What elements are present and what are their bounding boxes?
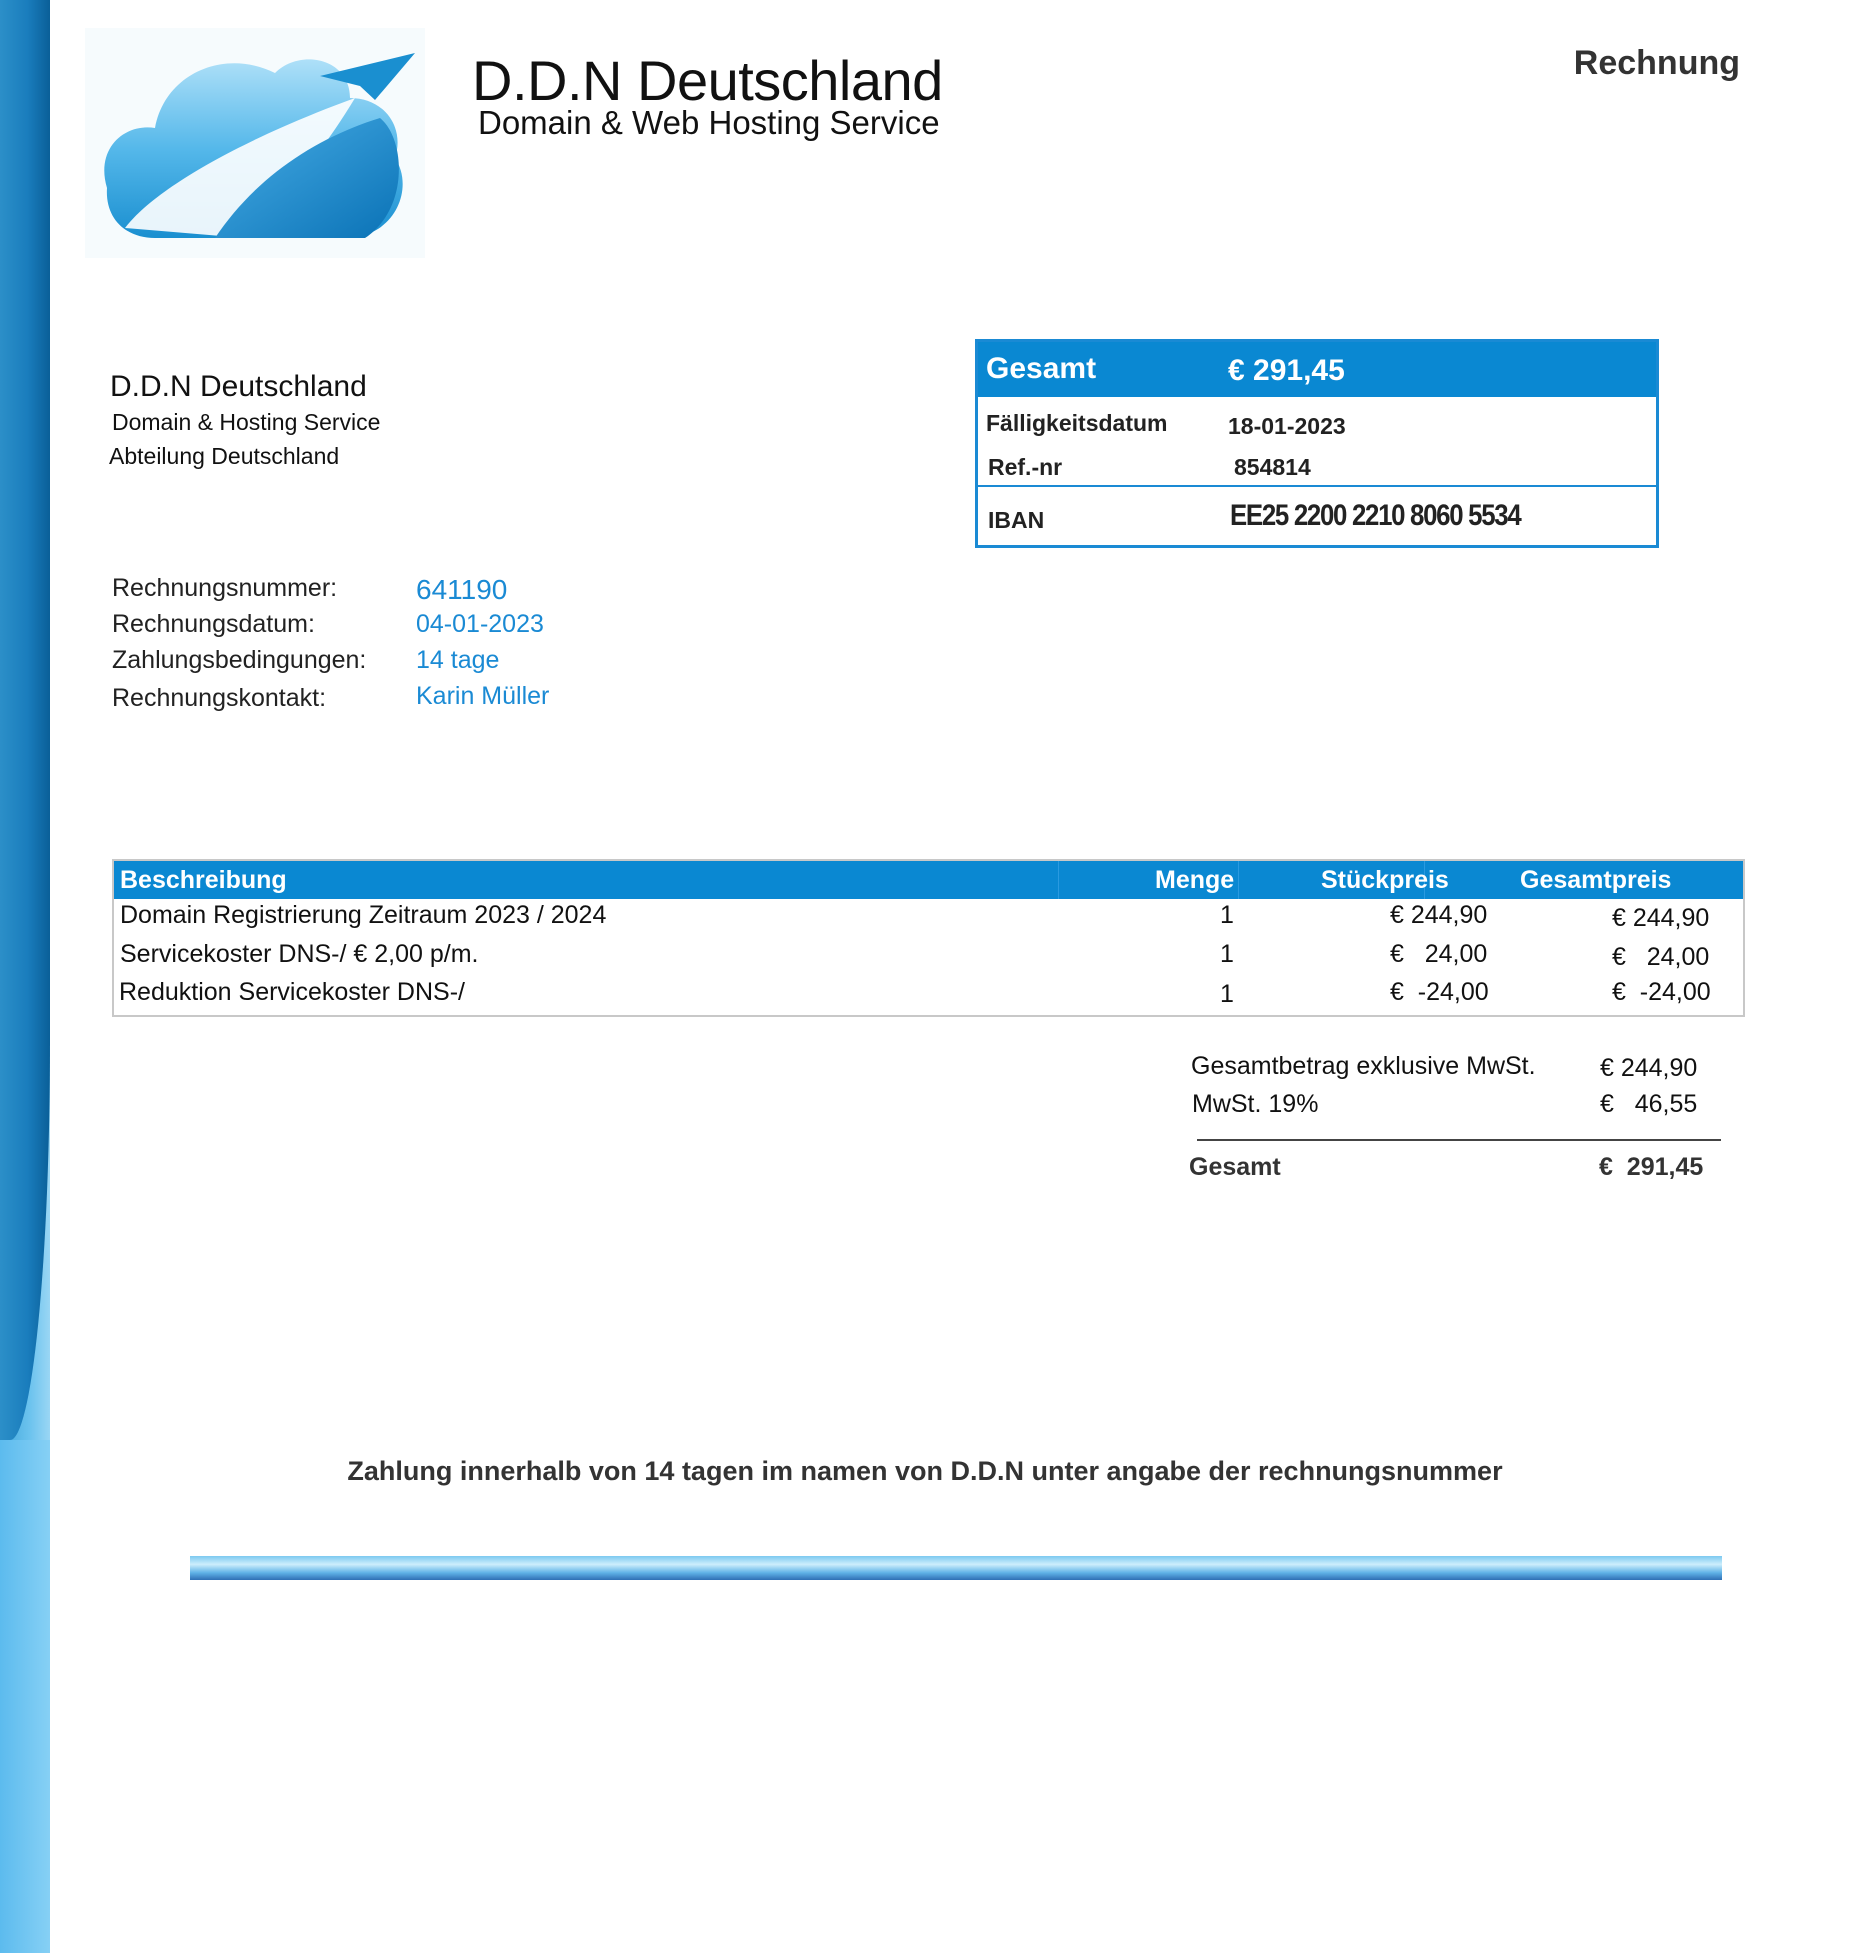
iban-value: EE25 2200 2210 8060 5534 xyxy=(1230,499,1521,532)
sender-line3: Abteilung Deutschland xyxy=(109,443,340,469)
sender-line2: Domain & Hosting Service xyxy=(112,409,381,435)
table-row xyxy=(114,901,1743,939)
row-description: Reduktion Servicekoster DNS-/ xyxy=(119,978,465,1006)
line-items-table xyxy=(112,859,1745,1017)
grand-total-label: Gesamt xyxy=(1189,1153,1281,1181)
iban-label: IBAN xyxy=(988,507,1045,533)
totals-divider xyxy=(1197,1139,1721,1141)
column-header-unit-price: Stückpreis xyxy=(1321,866,1449,894)
vat-value: € 46,55 xyxy=(1600,1090,1698,1118)
reference-number-value: 854814 xyxy=(1234,454,1311,480)
subtotal-label: Gesamtbetrag exklusive MwSt. xyxy=(1191,1052,1536,1080)
row-unit-price: € 244,90 xyxy=(1390,901,1488,929)
subtotal-value: € 244,90 xyxy=(1600,1054,1698,1082)
due-date-label: Fälligkeitsdatum xyxy=(986,410,1168,436)
row-total: € 24,00 xyxy=(1612,943,1710,971)
column-header-quantity: Menge xyxy=(1155,866,1235,894)
grand-total-value: € 291,45 xyxy=(1599,1153,1704,1181)
summary-divider xyxy=(978,485,1656,487)
row-description: Servicekoster DNS-/ € 2,00 p/m. xyxy=(120,940,479,968)
table-row xyxy=(114,978,1743,1016)
payment-instruction-note: Zahlung innerhalb von 14 tagen im namen von D.D.N unter angabe der rechnungsnummer xyxy=(347,1456,1503,1486)
invoice-number-value: 641190 xyxy=(416,574,508,605)
table-row xyxy=(114,940,1743,978)
invoice-number-label: Rechnungsnummer: xyxy=(112,574,338,602)
reference-number-label: Ref.-nr xyxy=(988,454,1063,480)
row-quantity: 1 xyxy=(1220,940,1234,968)
left-decorative-stripe xyxy=(0,0,50,1953)
payment-summary-box xyxy=(975,339,1659,548)
document-type-title: Rechnung xyxy=(1573,44,1740,82)
company-title: D.D.N Deutschland xyxy=(472,49,943,112)
row-total: € 244,90 xyxy=(1612,904,1710,932)
vat-label: MwSt. 19% xyxy=(1192,1090,1319,1118)
invoice-date-label: Rechnungsdatum: xyxy=(112,610,315,638)
invoice-contact-value: Karin Müller xyxy=(416,682,550,710)
footer-decorative-bar xyxy=(190,1556,1722,1580)
column-header-total-price: Gesamtpreis xyxy=(1520,866,1672,894)
column-header-description: Beschreibung xyxy=(120,866,287,894)
row-description: Domain Registrierung Zeitraum 2023 / 2024 xyxy=(120,901,607,929)
row-total: € -24,00 xyxy=(1612,978,1711,1006)
row-quantity: 1 xyxy=(1220,980,1234,1008)
payment-terms-value: 14 tage xyxy=(416,646,500,674)
summary-total-label: Gesamt xyxy=(986,352,1097,385)
cloud-paper-plane-icon xyxy=(85,28,425,258)
row-unit-price: € -24,00 xyxy=(1390,978,1489,1006)
company-tagline: Domain & Web Hosting Service xyxy=(478,104,940,141)
row-unit-price: € 24,00 xyxy=(1390,940,1488,968)
payment-terms-label: Zahlungsbedingungen: xyxy=(112,646,367,674)
invoice-contact-label: Rechnungskontakt: xyxy=(112,684,327,712)
sender-name: D.D.N Deutschland xyxy=(110,370,367,403)
row-quantity: 1 xyxy=(1220,901,1234,929)
due-date-value: 18-01-2023 xyxy=(1228,413,1346,439)
table-header xyxy=(114,861,1743,899)
summary-total-value: € 291,45 xyxy=(1228,354,1345,387)
invoice-date-value: 04-01-2023 xyxy=(416,610,544,638)
